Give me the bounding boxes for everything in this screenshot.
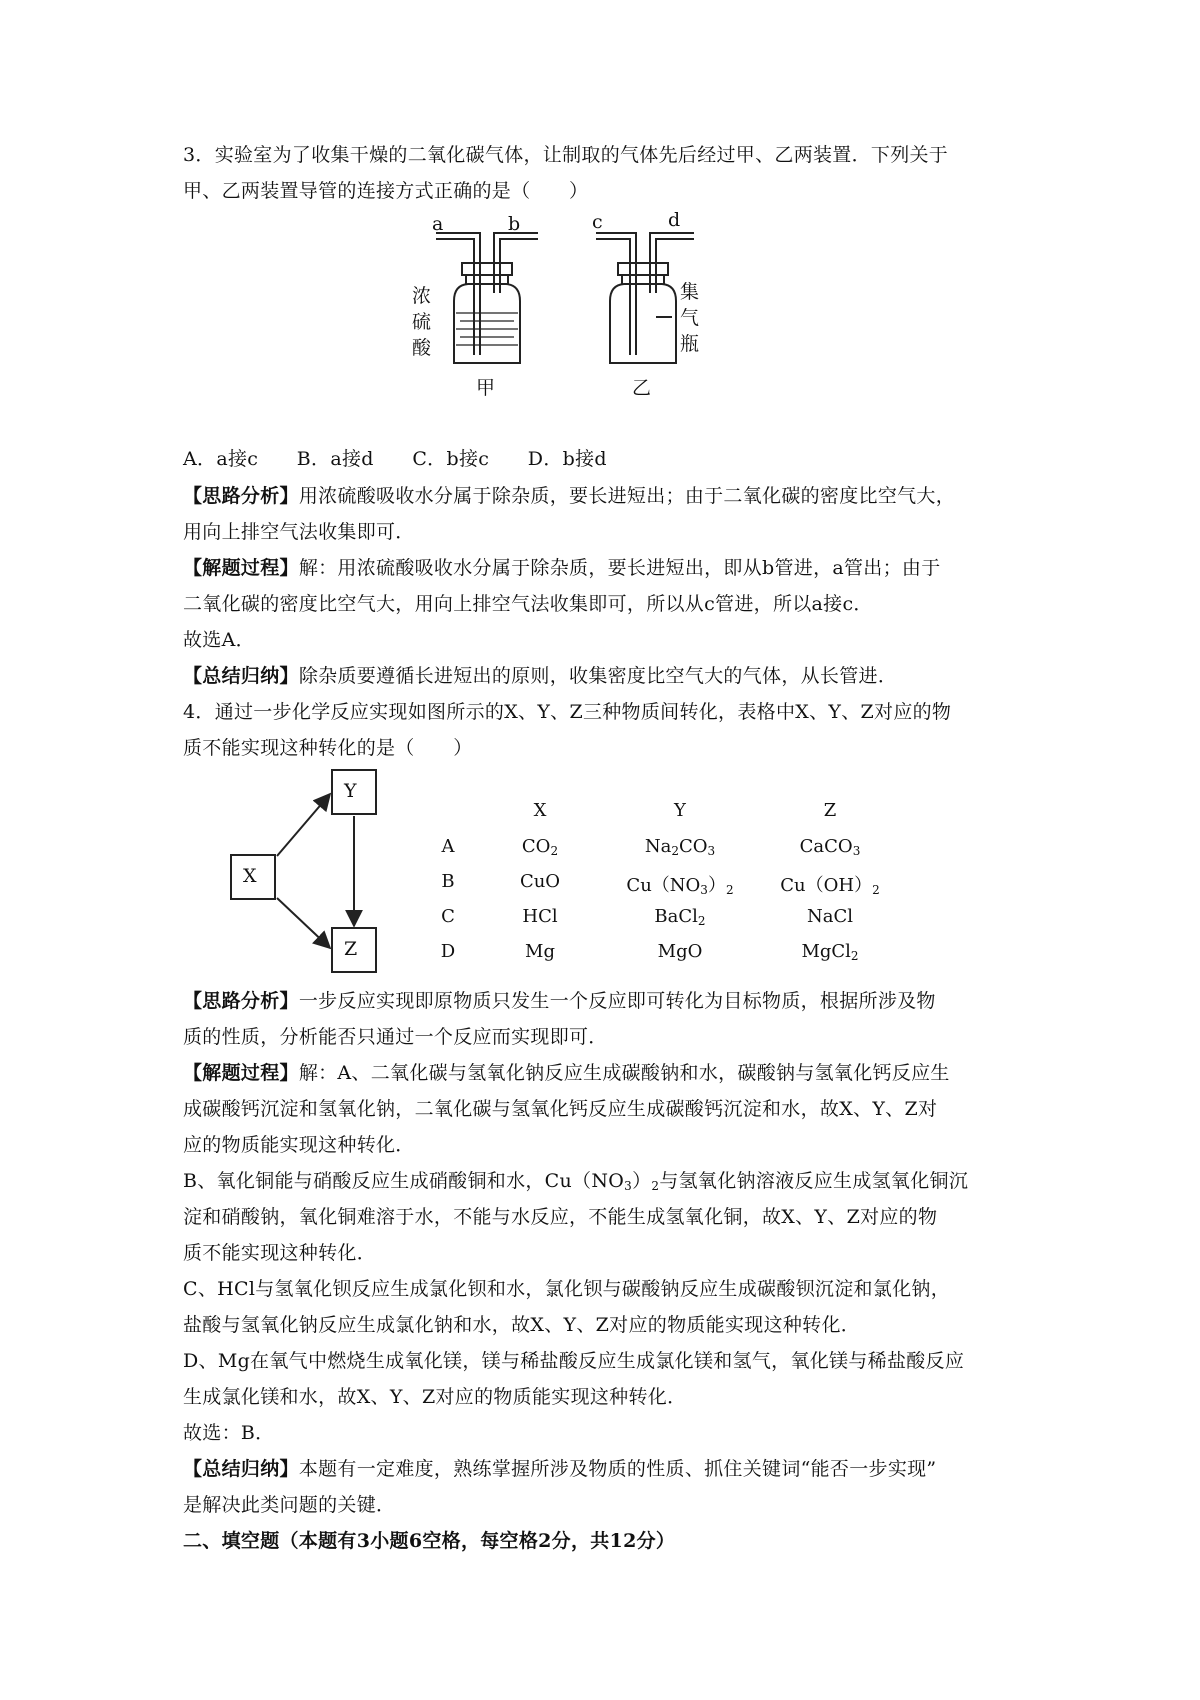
q4-summary-tag: 【总结归纳】 bbox=[183, 1458, 299, 1480]
arrow-x-to-y bbox=[277, 794, 330, 856]
q4-process-line10: 生成氯化镁和水，故X、Y、Z对应的物质能实现这种转化． bbox=[183, 1386, 687, 1408]
q4-process-line7: C、HCl与氢氧化钡反应生成氯化钡和水，氯化钡与碳酸钠反应生成碳酸钡沉淀和氯化钠， bbox=[183, 1278, 951, 1300]
q4-process-line3: 应的物质能实现这种转化． bbox=[183, 1134, 415, 1156]
q4-analysis-text: 一步反应实现即原物质只发生一个反应即可转化为目标物质，根据所涉及物 bbox=[298, 990, 936, 1012]
q3-stem-line1: 3．实验室为了收集干燥的二氧化碳气体，让制取的气体先后经过甲、乙两装置．下列关于 bbox=[183, 144, 949, 166]
table-row-b-y: $Cu(NO_3)_2$ bbox=[626, 875, 734, 897]
tube-label-a: a bbox=[432, 213, 444, 235]
q4-summary-line2: 是解决此类问题的关键． bbox=[183, 1494, 396, 1516]
table-row-c-z: NaCl bbox=[806, 906, 853, 927]
q3-analysis-tag: 【思路分析】 bbox=[183, 485, 299, 507]
table-row-d-opt: D bbox=[440, 941, 456, 962]
arrow-x-to-z bbox=[277, 898, 330, 948]
q4-summary-text: 本题有一定难度，熟练掌握所涉及物质的性质、抓住关键词“能否一步实现” bbox=[298, 1458, 937, 1480]
table-row-b-x: CuO bbox=[519, 871, 561, 892]
q4-choose: 故选：B． bbox=[183, 1422, 275, 1444]
q4-analysis-line2: 质的性质，分析能否只通过一个反应而实现即可． bbox=[183, 1026, 608, 1048]
q3-process-tag: 【解题过程】 bbox=[183, 557, 299, 579]
q3-stem-line2: 甲、乙两装置导管的连接方式正确的是（ ） bbox=[183, 180, 589, 202]
q4-process-line1 bbox=[183, 1061, 950, 1085]
q4-process-tag: 【解题过程】 bbox=[183, 1062, 299, 1084]
jar-label-1: 集 bbox=[680, 281, 700, 303]
node-y-label: Y bbox=[344, 780, 357, 802]
table-row-d-y: MgO bbox=[657, 941, 703, 962]
q3-analysis-text: 用浓硫酸吸收水分属于除杂质，要长进短出；由于二氧化碳的密度比空气大， bbox=[298, 485, 956, 507]
table-row-c-opt: C bbox=[441, 906, 455, 927]
q4-process-line2: 成碳酸钙沉淀和氢氧化钠，二氧化碳与氢氧化钙反应生成碳酸钙沉淀和水，故X、Y、Z对 bbox=[183, 1098, 938, 1120]
node-x-label: X bbox=[243, 865, 257, 887]
q4-process-text: 解：A、二氧化碳与氢氧化钠反应生成碳酸钠和水，碳酸钠与氢氧化钙反应生 bbox=[298, 1062, 950, 1084]
apparatus-drawing bbox=[410, 205, 770, 435]
table-row-a-y: $Na_2CO_3$ bbox=[644, 836, 716, 858]
apparatus-label-jia: 甲 bbox=[476, 377, 496, 399]
q4-analysis-tag: 【思路分析】 bbox=[183, 990, 299, 1012]
table-row-c-y: BaCl$_2$ bbox=[654, 906, 706, 928]
q4-summary-line1 bbox=[183, 1457, 936, 1481]
q3-analysis-line2: 用向上排空气法收集即可． bbox=[183, 521, 415, 543]
table-header-x: X bbox=[533, 800, 547, 821]
acid-label-3: 酸 bbox=[412, 337, 432, 359]
q3-summary-text: 除杂质要遵循长进短出的原则，收集密度比空气大的气体，从长管进． bbox=[298, 665, 898, 687]
q4-process-line9: D、Mg在氧气中燃烧生成氧化镁，镁与稀盐酸反应生成氯化镁和氢气，氧化镁与稀盐酸反应 bbox=[183, 1350, 965, 1372]
q4-analysis-line1 bbox=[183, 989, 936, 1013]
jar-label-2: 气 bbox=[680, 307, 700, 329]
q3-options: A．a接c B．a接d C．b接c D．b接d bbox=[183, 448, 607, 470]
q3-summary-tag: 【总结归纳】 bbox=[183, 665, 299, 687]
node-z-label: Z bbox=[344, 938, 358, 960]
apparatus-label-yi: 乙 bbox=[632, 377, 652, 399]
apparatus-figure bbox=[410, 205, 770, 435]
q4-process-line8: 盐酸与氢氧化钠反应生成氯化钠和水，故X、Y、Z对应的物质能实现这种转化． bbox=[183, 1314, 861, 1336]
table-row-a-x: $CO_2$ bbox=[521, 836, 559, 858]
jar-label-3: 瓶 bbox=[680, 333, 700, 355]
table-header-y: Y bbox=[674, 800, 686, 821]
table-row-d-x: Mg bbox=[525, 941, 555, 962]
tube-label-c: c bbox=[592, 211, 603, 233]
q3-choose: 故选A． bbox=[183, 629, 255, 651]
table-row-b-z: $Cu(OH)_2$ bbox=[780, 875, 880, 897]
q4-stem-line1: 4．通过一步化学反应实现如图所示的X、Y、Z三种物质间转化，表格中X、Y、Z对应的物 bbox=[183, 701, 952, 723]
acid-label-2: 硫 bbox=[412, 311, 432, 333]
q3-process-line1 bbox=[183, 556, 941, 580]
q3-process-line2: 二氧化碳的密度比空气大，用向上排空气法收集即可，所以从c管进，所以a接c． bbox=[183, 593, 873, 615]
q4-process-line5: 淀和硝酸钠，氧化铜难溶于水，不能与水反应，不能生成氢氧化铜，故X、Y、Z对应的物 bbox=[183, 1206, 938, 1228]
tube-label-d: d bbox=[668, 209, 681, 231]
table-row-c-x: HCl bbox=[522, 906, 558, 927]
table-header-z: Z bbox=[823, 800, 837, 821]
q3-analysis-line1 bbox=[183, 484, 955, 508]
table-row-b-opt: B bbox=[441, 871, 455, 892]
table-row-d-z: MgCl$_2$ bbox=[801, 941, 859, 963]
q3-process-text: 解：用浓硫酸吸收水分属于除杂质，要长进短出，即从b管进，a管出；由于 bbox=[298, 557, 941, 579]
q4-stem-line2: 质不能实现这种转化的是（ ） bbox=[183, 737, 473, 759]
q3-summary-line bbox=[183, 664, 897, 688]
table-row-a-opt: A bbox=[441, 836, 455, 857]
q4-process-line4: B、氧化铜能与硝酸反应生成硝酸铜和水，$Cu(NO_3)_2$与氢氧化钠溶液反应生成氢氧化铜沉 bbox=[183, 1170, 969, 1193]
conversion-diagram bbox=[225, 768, 385, 978]
tube-label-b: b bbox=[508, 213, 521, 235]
acid-label-1: 浓 bbox=[412, 285, 432, 307]
q4-process-line6: 质不能实现这种转化． bbox=[183, 1242, 377, 1264]
table-row-a-z: CaCO$_3$ bbox=[799, 836, 861, 858]
section-heading-fill-in: 二、填空题（本题有3小题6空格，每空格2分，共12分） bbox=[183, 1530, 676, 1552]
